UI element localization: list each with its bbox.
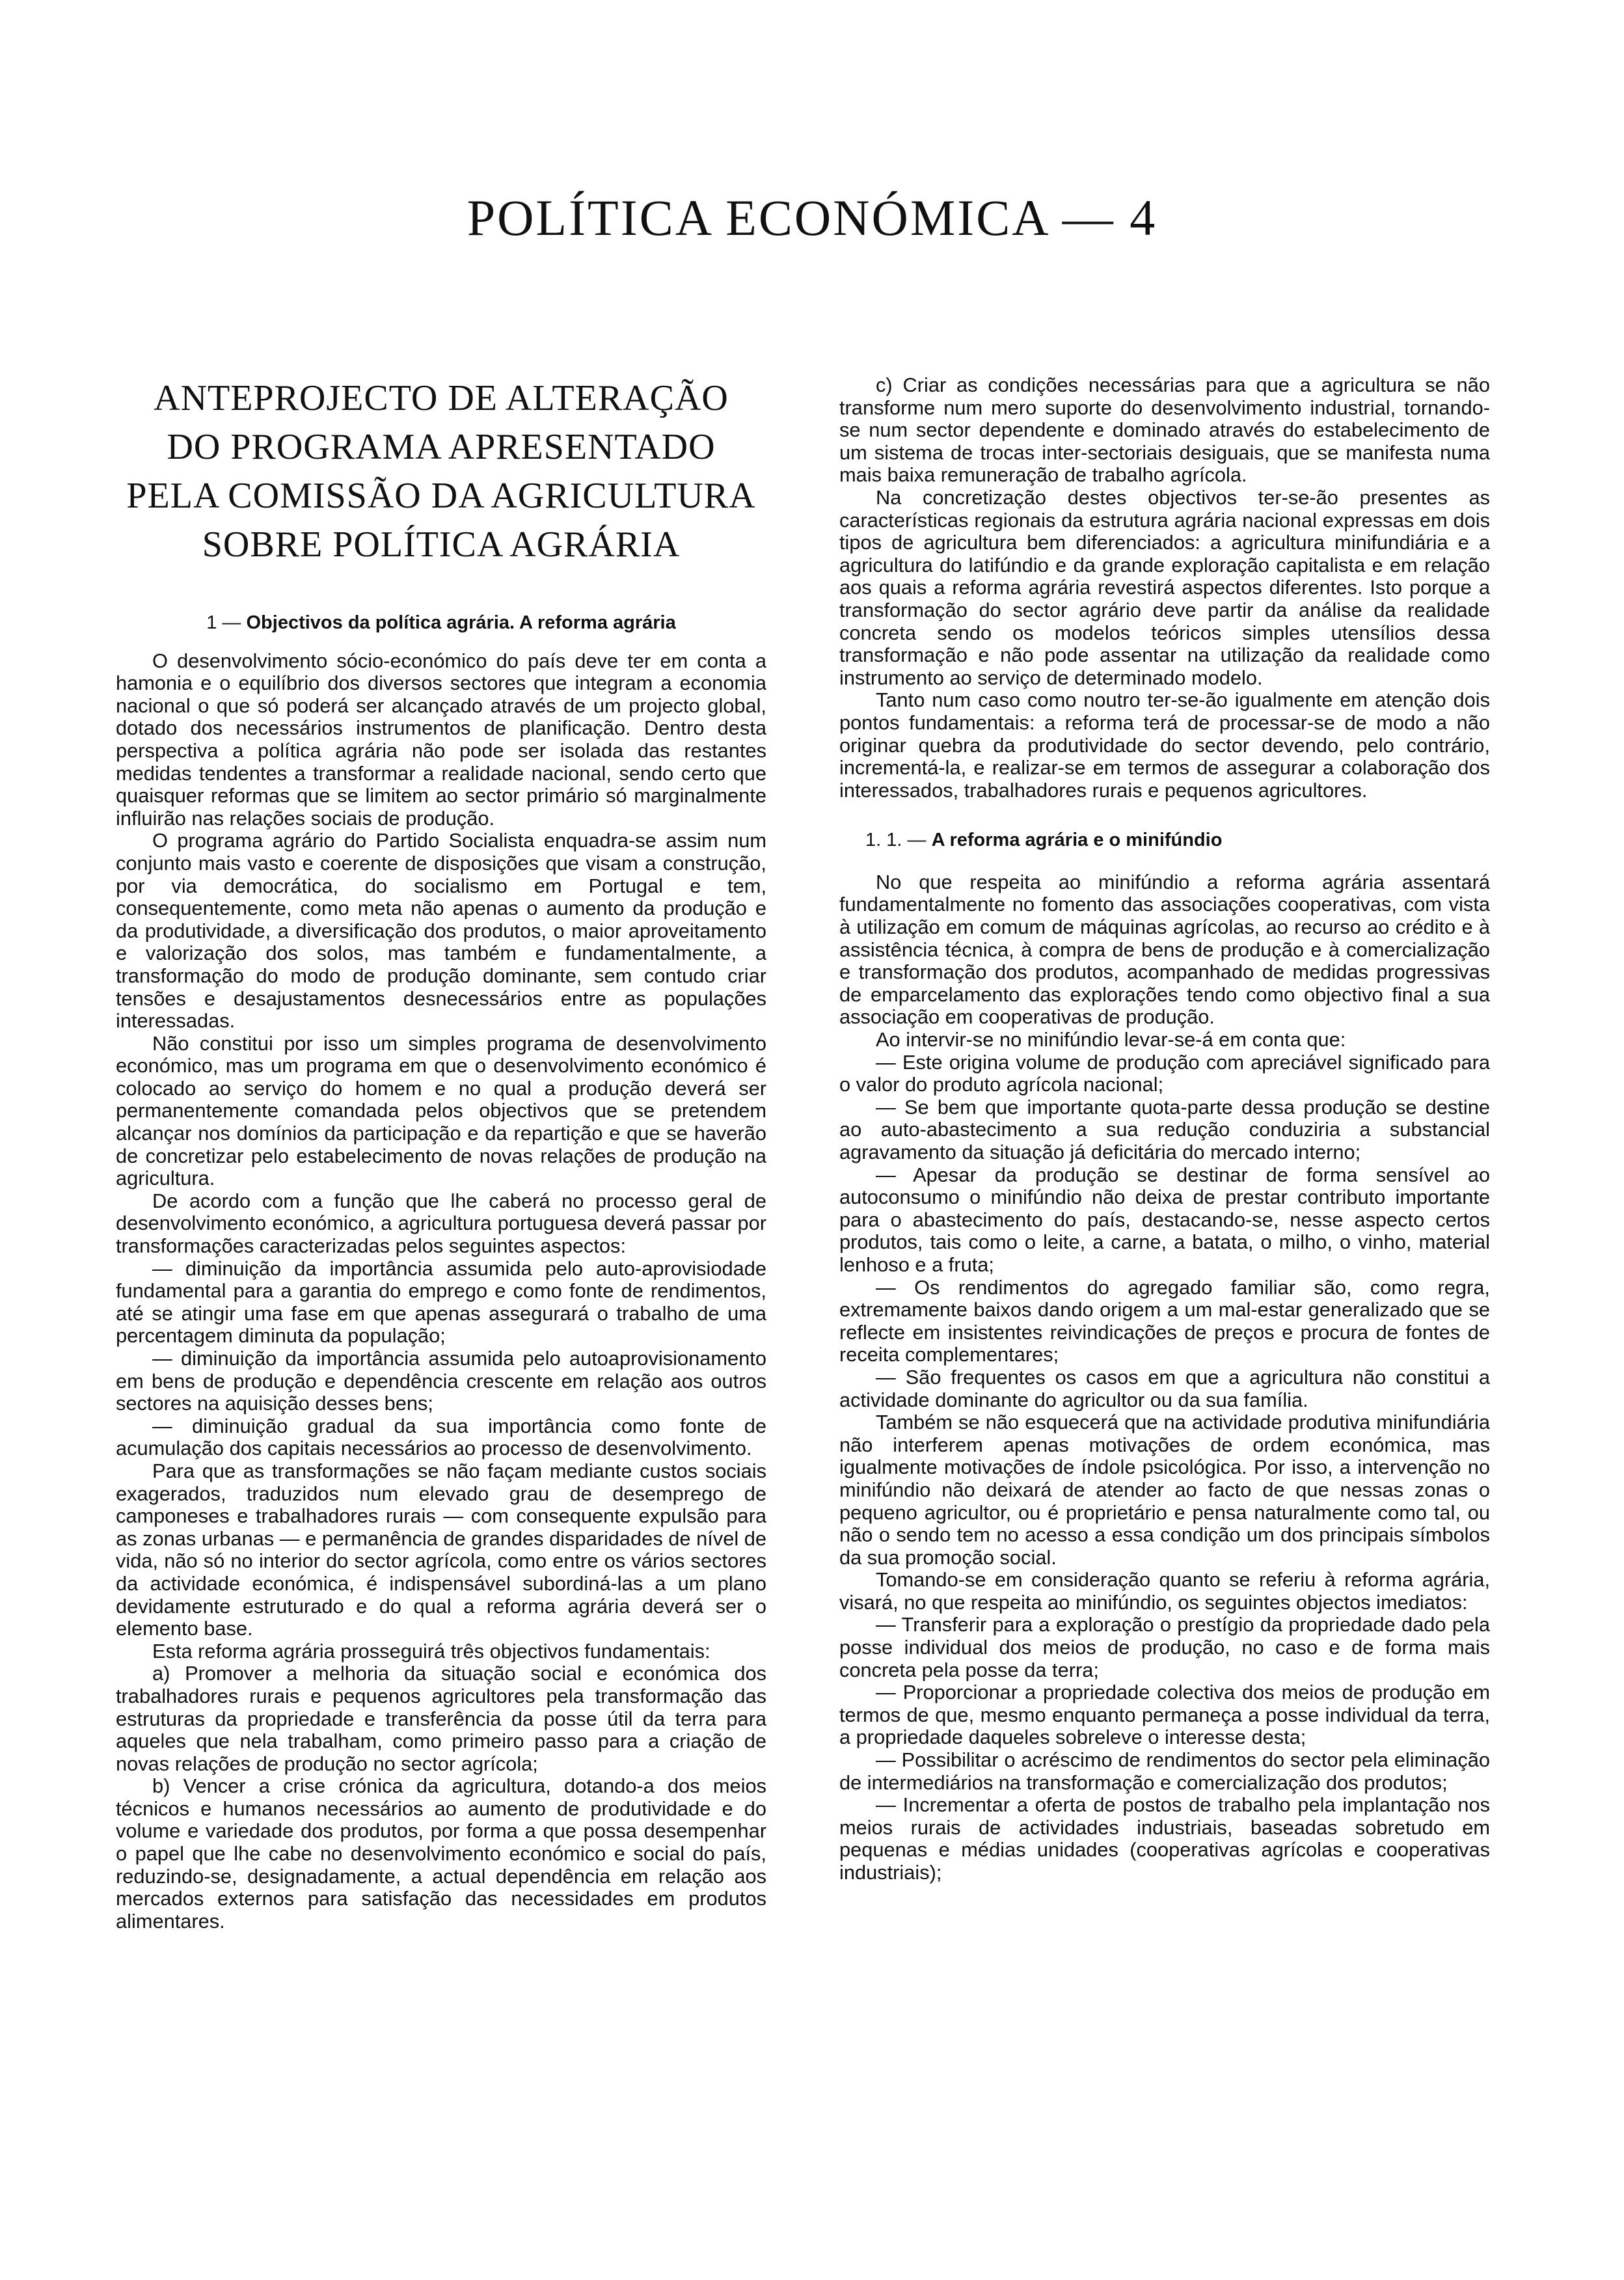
paragraph: Esta reforma agrária prosseguirá três objectivos fundamentais:	[152, 1639, 710, 1663]
subsection-number: 1. 1. —	[865, 830, 927, 851]
paragraph: Para que as transformações se não façam mediante custos sociais exagerados, traduzidos num elevado grau de desemprego de camponeses e trabalhadores rurais — com consequente expulsão para as zonas urbanas — e permanência de grandes disparidades de nível de vida, não só no interior do sector agrícola, como entre os vários sectores da actividade económica, é indispensável subordiná-las a um plano devidamente estruturado e do qual a reforma agrária deverá ser o elemento base.	[116, 1459, 766, 1640]
list-item: — Proporcionar a propriedade colectiva dos meios de produção em termos de que, mesmo enquanto permaneça a posse individual da terra, a propriedade daqueles sobreleve o interesse desta;	[839, 1681, 1490, 1749]
right-column	[839, 374, 1490, 1884]
heading-line: PELA COMISSÃO DA AGRICULTURA	[126, 476, 756, 516]
list-item: — São frequentes os casos em que a agricultura não constitui a actividade dominante do agricultor ou da sua família.	[839, 1365, 1490, 1411]
list-item: — Transferir para a exploração o prestígio da propriedade dado pela posse individual dos meios de produção, no caso e de forma mais concreta pela posse da terra;	[839, 1613, 1490, 1681]
list-item: — Se bem que importante quota-parte dessa produção se destine ao auto-abastecimento a sua redução conduziria a substancial agravamento da situação já deficitária do mercado interno;	[839, 1095, 1490, 1163]
document-heading	[116, 374, 766, 569]
paragraph: O desenvolvimento sócio-económico do país deve ter em conta a hamonia e o equilíbrio dos diversos sectores que integram a economia nacional o que só poderá ser alcançado através de um projecto global, dotado dos necessários instrumentos de planificação. Dentro desta perspectiva a política agrária não pode ser isolada das restantes medidas tendentes a transformar a realidade nacional, sendo certo que quaisquer reformas que se limitem ao sector primário só marginalmente influirão nas relações sociais de produção.	[116, 649, 766, 830]
list-item: — Incrementar a oferta de postos de trabalho pela implantação nos meios rurais de actividades industriais, baseadas sobretudo em pequenas e médias unidades (cooperativas agrícolas e cooperativas industriais);	[839, 1793, 1490, 1884]
list-item: — diminuição da importância assumida pelo autoaprovisionamento em bens de produção e dependência crescente em relação aos outros sectores na aquisição desses bens;	[116, 1347, 766, 1415]
list-item: — diminuição da importância assumida pelo auto-aprovisiodade fundamental para a garantia do emprego e como fonte de rendimentos, até se atingir uma fase em que apenas assegurará o trabalho de uma percentagem diminuta da população;	[116, 1256, 766, 1348]
page-title: POLÍTICA ECONÓMICA — 4	[467, 189, 1157, 246]
subsection-title	[865, 829, 1490, 852]
paragraph: Na concretização destes objectivos ter-se-ão presentes as características regionais da estrutura agrária nacional expressas em dois tipos de agricultura bem diferenciados: a agricultura minifundiária e a agricultura do latifúndio e da grande exploração capitalista e em relação aos quais a reforma agrária revestirá aspectos diferentes. Isto porque a transformação do sector agrário deve partir da análise da realidade concreta sendo os modelos teóricos simples utensílios dessa transformação e não pode assentar na utilização da realidade como instrumento ao serviço de determinado modelo.	[839, 485, 1490, 689]
list-item: — Este origina volume de produção com apreciável significado para o valor do produto agrícola nacional;	[839, 1050, 1490, 1096]
heading-line: DO PROGRAMA APRESENTADO	[167, 427, 716, 467]
paragraph: Não constitui por isso um simples programa de desenvolvimento económico, mas um programa em que o desenvolvimento económico é colocado ao serviço do homem e no qual a produção deverá ser permanentemente comandada pelos objectivos que se pretendem alcançar nos domínios da participação e da repartição e que se haverão de concretizar pelo estabelecimento de novas relações de produção na agricultura.	[116, 1031, 766, 1190]
list-item: — Apesar da produção se destinar de forma sensível ao autoconsumo o minifúndio não deixa de prestar contributo importante para o abastecimento do país, destacando-se, nesse aspecto certos produtos, tais como o leite, a carne, a batata, o milho, o vinho, material lenhoso e a fruta;	[839, 1163, 1490, 1276]
left-column	[116, 374, 766, 1933]
paragraph: Tomando-se em consideração quanto se referiu à reforma agrária, visará, no que respeita ao minifúndio, os seguintes objectos imediatos:	[839, 1568, 1490, 1614]
paragraph: O programa agrário do Partido Socialista enquadra-se assim num conjunto mais vasto e coerente de disposições que visam a construção, por via democrática, do socialismo em Portugal e tem, consequentemente, como meta não apenas o aumento da produção e da produtividade, a diversificação dos produtos, o maior aproveitamento e valorização dos solos, mas também e fundamentalmente, a transformação do modo de produção dominante, sem contudo criar tensões e desajustamentos desnecessários entre as populações interessadas.	[116, 829, 766, 1033]
section-title-text: Objectivos da política agrária. A reforma agrária	[246, 612, 676, 633]
list-item: — diminuição gradual da sua importância como fonte de acumulação dos capitais necessários ao processo de desenvolvimento.	[116, 1414, 766, 1460]
paragraph: Ao intervir-se no minifúndio levar-se-á em conta que:	[876, 1028, 1346, 1052]
section-1-title	[116, 612, 766, 634]
objective-item: a) Promover a melhoria da situação social e económica dos trabalhadores rurais e pequenos agricultores pela transformação das estruturas da propriedade e transferência da posse útil da terra para aqueles que nela trabalham, como primeiro passo para a criação de novas relações de produção no sector agrícola;	[116, 1662, 766, 1775]
heading-line: ANTEPROJECTO DE ALTERAÇÃO	[154, 378, 729, 418]
paragraph: Também se não esquecerá que na actividade produtiva minifundiária não interferem apenas motivações de ordem económica, mas igualmente motivações de índole psicológica. Por isso, a intervenção no minifúndio não deixará de atender ao facto de que nessas zonas o pequeno agricultor, ou é proprietário e pensa naturalmente como tal, ou não o sendo tem no acesso a essa condição um dos principais símbolos da sua promoção social.	[839, 1411, 1490, 1569]
paragraph: De acordo com a função que lhe caberá no processo geral de desenvolvimento económico, a agricultura portuguesa deverá passar por transformações caracterizadas pelos seguintes aspectos:	[116, 1189, 766, 1258]
heading-line: SOBRE POLÍTICA AGRÁRIA	[202, 524, 681, 565]
objective-item: c) Criar as condições necessárias para que a agricultura se não transforme num mero suporte do desenvolvimento industrial, tornando-se num sector dependente e dominado através do estabelecimento de um sistema de trocas inter-sectoriais desiguais, que se manifesta numa mais baixa remuneração de trabalho agrícola.	[839, 373, 1490, 487]
list-item: — Os rendimentos do agregado familiar são, como regra, extremamente baixos dando origem a um mal-estar generalizado que se reflecte em insistentes reivindicações de preços e procura de fontes de receita complementares;	[839, 1275, 1490, 1366]
objective-item: b) Vencer a crise crónica da agricultura, dotando-a dos meios técnicos e humanos necessários ao aumento de produtividade e do volume e variedade dos produtos, por forma a que possa desempenhar o papel que lhe cabe no desenvolvimento económico e social do país, reduzindo-se, designadamente, a actual dependência em relação aos mercados externos para satisfação das necessidades em produtos alimentares.	[116, 1774, 766, 1933]
subsection-title-text: A reforma agrária e o minifúndio	[931, 830, 1223, 851]
paragraph: No que respeita ao minifúndio a reforma agrária assentará fundamentalmente no fomento das associações cooperativas, com vista à utilização em comum de máquinas agrícolas, ao recurso ao crédito e à assistência técnica, à compra de bens de produção e à comercialização e transformação dos produtos, acompanhado de medidas progressivas de emparcelamento das explorações tendo como objectivo final a sua associação em cooperativas de produção.	[839, 870, 1490, 1029]
list-item: — Possibilitar o acréscimo de rendimentos do sector pela eliminação de intermediários na transformação e comercialização dos produtos;	[839, 1748, 1490, 1794]
paragraph: Tanto num caso como noutro ter-se-ão igualmente em atenção dois pontos fundamentais: a reforma terá de processar-se de modo a não originar quebra da produtividade do sector devendo, pelo contrário, incrementá-la, e realizar-se em termos de assegurar a colaboração dos interessados, trabalhadores rurais e pequenos agricultores.	[839, 688, 1490, 802]
section-number: 1 —	[206, 612, 241, 633]
